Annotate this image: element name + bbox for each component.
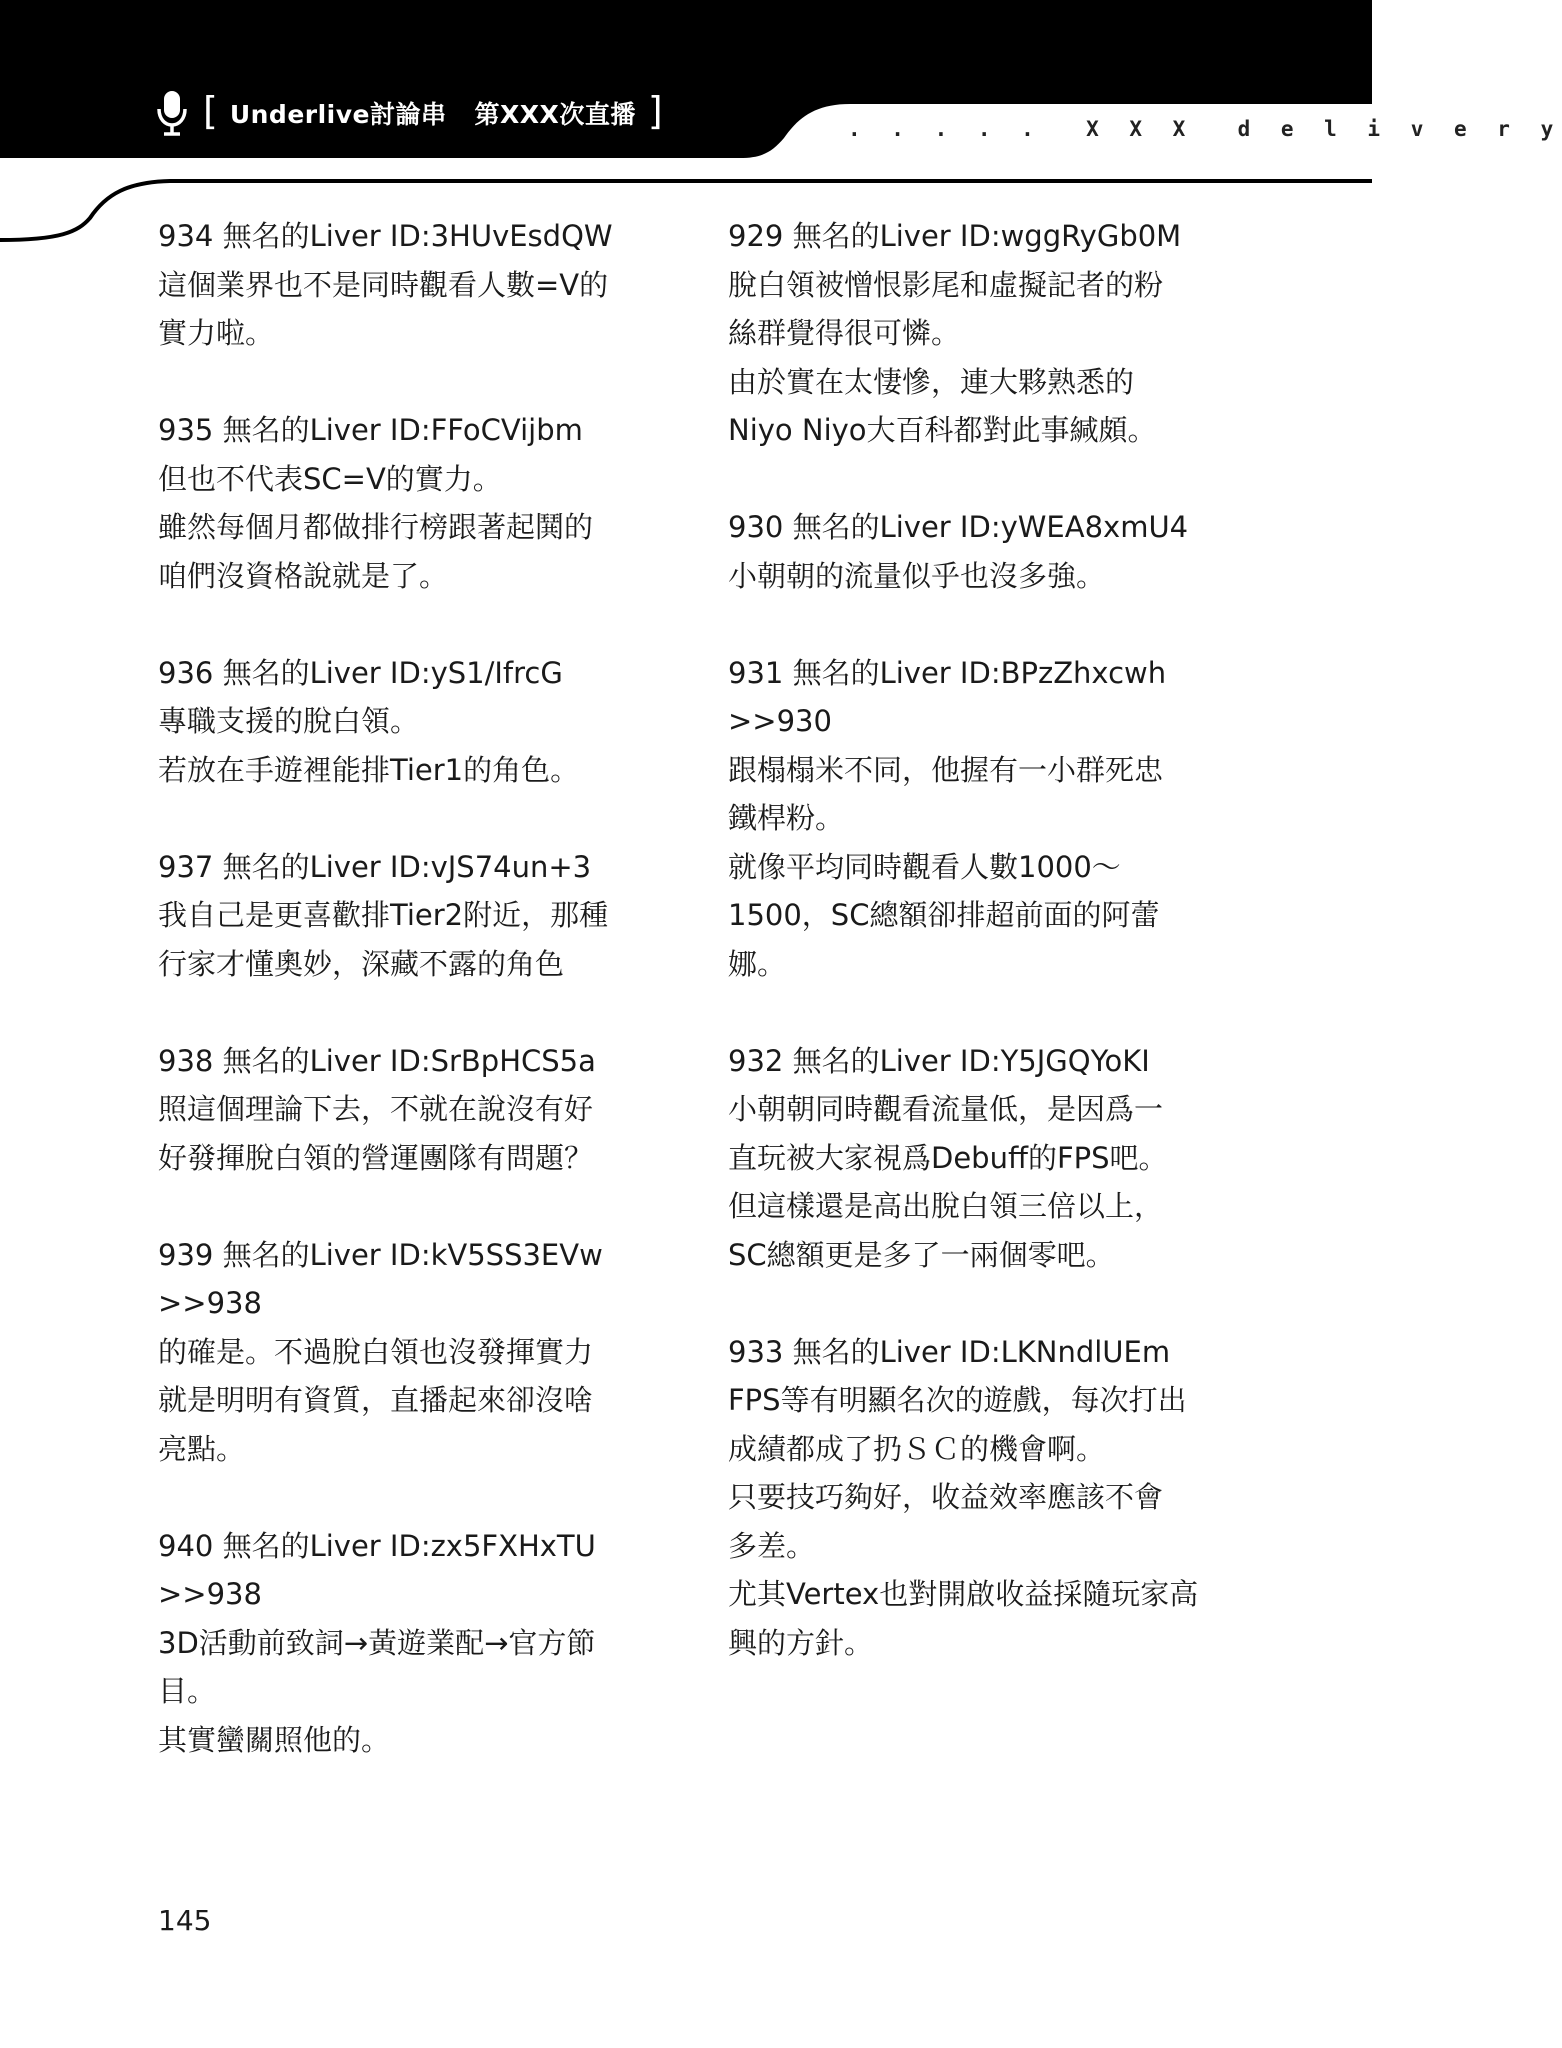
forum-post [728,649,1218,989]
post-text-line: 絲群覺得很可憐。 [728,316,961,350]
post-text-line: 由於實在太悽慘，連大夥熟悉的 [728,364,1135,399]
right-column [728,212,1218,1716]
post-text-line: 這個業界也不是同時觀看人數=V的 [158,267,609,302]
header-tagline: . . . . . X X X d e l i v e r y [848,117,1562,141]
post-text-line: 咱們沒資格說就是了。 [158,558,449,593]
post-header: 939 無名的Liver ID:kV5SS3EVw [158,1237,603,1272]
forum-post [158,1231,648,1474]
post-text-line: 專職支援的脫白領。 [158,704,420,738]
right-bracket: ] [647,89,663,133]
post-text-line: 照這個理論下去，不就在說沒有好 [158,1092,594,1126]
post-text-line: 跟榻榻米不同，他握有一小群死忠 [728,752,1164,787]
post-text-line: 好發揮脫白領的營運團隊有問題？ [158,1140,594,1175]
forum-post [158,649,648,795]
post-header: 935 無名的Liver ID:FFoCVijbm [158,413,583,447]
post-text-line: 尤其Vertex也對開啟收益採隨玩家高 [728,1577,1199,1611]
post-header: 936 無名的Liver ID:yS1/IfrcG [158,655,563,690]
post-text-line: 目。 [158,1674,217,1708]
stream-number: 第XXX次直播 [474,100,636,129]
post-header: 937 無名的Liver ID:vJS74un+3 [158,849,592,884]
post-text-line: 的確是。不過脫白領也沒發揮實力 [158,1334,594,1369]
forum-post [728,503,1218,600]
post-text-line: 只要技巧夠好，收益效率應該不會 [728,1480,1164,1514]
post-text-line: SC總額更是多了一兩個零吧。 [728,1237,1115,1272]
post-text-line: 直玩被大家視爲Debuff的FPS吧。 [728,1140,1168,1175]
post-text-line: >>938 [158,1577,262,1611]
post-header: 938 無名的Liver ID:SrBpHCS5a [158,1043,596,1078]
post-text-line: FPS等有明顯名次的遊戲，每次打出 [728,1383,1187,1417]
post-text-line: 成績都成了扔ＳＣ的機會啊。 [728,1431,1106,1466]
post-text-line: 實力啦。 [158,316,275,350]
forum-post [728,1328,1218,1668]
post-header: 940 無名的Liver ID:zx5FXHxTU [158,1528,596,1563]
thread-title: Underlive討論串 [229,100,447,129]
post-text-line: 多差。 [728,1528,816,1563]
post-header: 929 無名的Liver ID:wggRyGb0M [728,219,1182,253]
left-bracket: [ [203,89,218,133]
post-header: 932 無名的Liver ID:Y5JGQYoKI [728,1043,1150,1078]
post-header: 934 無名的Liver ID:3HUvEsdQW [158,219,613,253]
post-text-line: 1500，SC總額卻排超前面的阿蕾 [728,898,1160,932]
post-text-line: 鐵桿粉。 [728,801,845,835]
post-text-line: 3D活動前致詞→黃遊業配→官方節 [158,1625,596,1660]
forum-post [158,406,648,600]
post-text-line: 小朝朝的流量似乎也沒多強。 [728,558,1106,593]
forum-post [158,212,648,358]
header-title [155,86,663,140]
post-header: 933 無名的Liver ID:LKNndlUEm [728,1334,1171,1369]
post-text-line: 就是明明有資質，直播起來卻沒啥 [158,1383,594,1417]
post-header: 930 無名的Liver ID:yWEA8xmU4 [728,510,1189,544]
post-text-line: 就像平均同時觀看人數1000～ [728,849,1121,884]
post-text-line: >>938 [158,1286,262,1320]
post-text-line: 小朝朝同時觀看流量低，是因爲一 [728,1092,1164,1126]
forum-post [728,212,1218,455]
post-text-line: 亮點。 [158,1431,246,1466]
page-number: 145 [158,1904,212,1937]
forum-post [158,1037,648,1183]
post-text-line: 興的方針。 [728,1625,874,1660]
forum-post [158,1522,648,1765]
microphone-icon [155,89,189,137]
post-text-line: Niyo Niyo大百科都對此事緘頗。 [728,413,1157,447]
post-text-line: >>930 [728,704,832,738]
left-column [158,212,648,1813]
post-text-line: 但這樣還是高出脫白領三倍以上， [728,1189,1164,1223]
forum-post [728,1037,1218,1280]
post-header: 931 無名的Liver ID:BPzZhxcwh [728,655,1167,690]
post-text-line: 但也不代表SC=V的實力。 [158,461,502,496]
post-text-line: 行家才懂奧妙，深藏不露的角色 [158,946,565,981]
post-text-line: 脫白領被憎恨影尾和虛擬記者的粉 [728,267,1164,302]
post-text-line: 其實蠻關照他的。 [158,1722,391,1757]
post-text-line: 若放在手遊裡能排Tier1的角色。 [158,752,580,787]
post-text-line: 雖然每個月都做排行榜跟著起鬨的 [158,510,594,544]
post-text-line: 娜。 [728,946,787,981]
post-text-line: 我自己是更喜歡排Tier2附近，那種 [158,898,609,932]
forum-post [158,843,648,989]
